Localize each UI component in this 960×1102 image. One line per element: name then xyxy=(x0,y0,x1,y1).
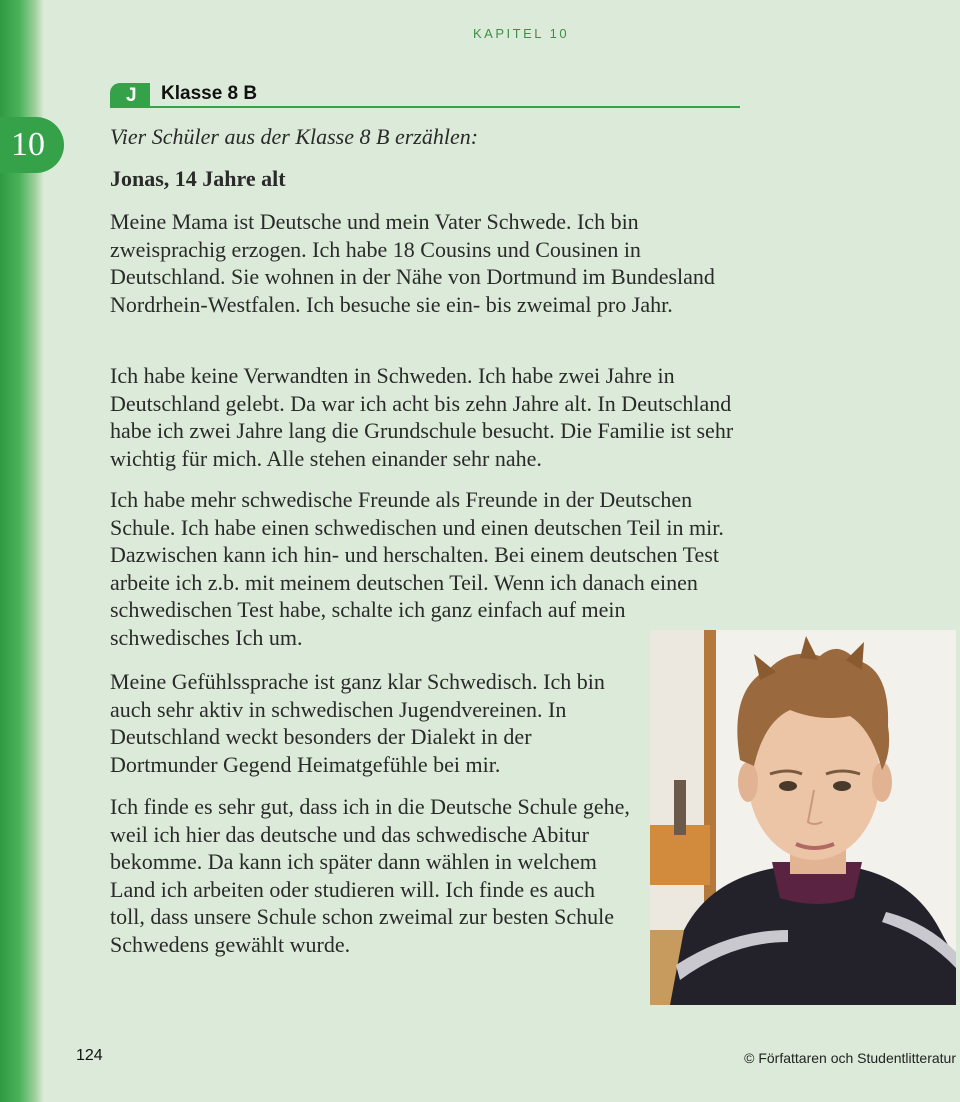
paragraph-family: Meine Mama ist Deutsche und mein Vater Schwede. Ich bin zweisprachig erzogen. Ich habe 18 Cousins und Cousinen in Deutschland. Sie wohnen in der Nähe von Dortmund im Bundesland Nordrhein-Westfalen. Ich besuche sie ein- bis zweimal pro Jahr. xyxy=(110,209,715,317)
paragraph-school: Ich finde es sehr gut, dass ich in die Deutsche Schule gehe, weil ich hier das deutsche und das schwedische Abitur bekomme. Da kann ich später dann wählen in welchem Land ich arbeiten oder studieren will. Ich finde es auch toll, dass unsere Schule schon zweimal zur besten Schule Schwedens gewählt wurde. xyxy=(110,794,630,957)
paragraph-relatives: Ich habe keine Verwandten in Schweden. Ich habe zwei Jahre in Deutschland gelebt. Da war ich acht bis zehn Jahre alt. In Deutschland habe ich zwei Jahre lang die Grundschule besucht. Die Familie ist sehr wichtig für mich. Alle stehen einander sehr nahe. xyxy=(110,363,734,471)
person-heading: Jonas, 14 Jahre alt xyxy=(110,166,286,191)
intro-line: Vier Schüler aus der Klasse 8 B erzählen: xyxy=(110,124,479,149)
paragraph-language: Meine Gefühlssprache ist ganz klar Schwedisch. Ich bin auch sehr aktiv in schwedischen Jugendvereinen. In Deutschland weckt besonders der Dialekt in der Dortmunder Gegend Heimatgefühle bei mir. xyxy=(110,669,605,777)
section-rule xyxy=(110,106,740,108)
copyright-notice: © Författaren och Studentlitteratur xyxy=(744,1050,956,1066)
section-letter: J xyxy=(110,83,150,107)
running-head: KAPITEL 10 xyxy=(473,26,570,41)
page-number: 124 xyxy=(76,1047,103,1064)
paragraph-friends: Ich habe mehr schwedische Freunde als Freunde in der Deutschen Schule. Ich habe einen schwedischen und einen deutschen Teil in mir. Dazwischen kann ich hin- und herschalten. Bei einem deutschen Test arbeite ich z.b. mit meinem deutschen Teil. Wenn ich danach einen schwedischen Test habe, schalte ich ganz einfach auf mein schwedisches Ich um. xyxy=(110,487,724,650)
chapter-number-tab: 10 xyxy=(0,117,64,173)
section-title: Klasse 8 B xyxy=(161,83,258,104)
portrait-photo xyxy=(650,630,956,1005)
